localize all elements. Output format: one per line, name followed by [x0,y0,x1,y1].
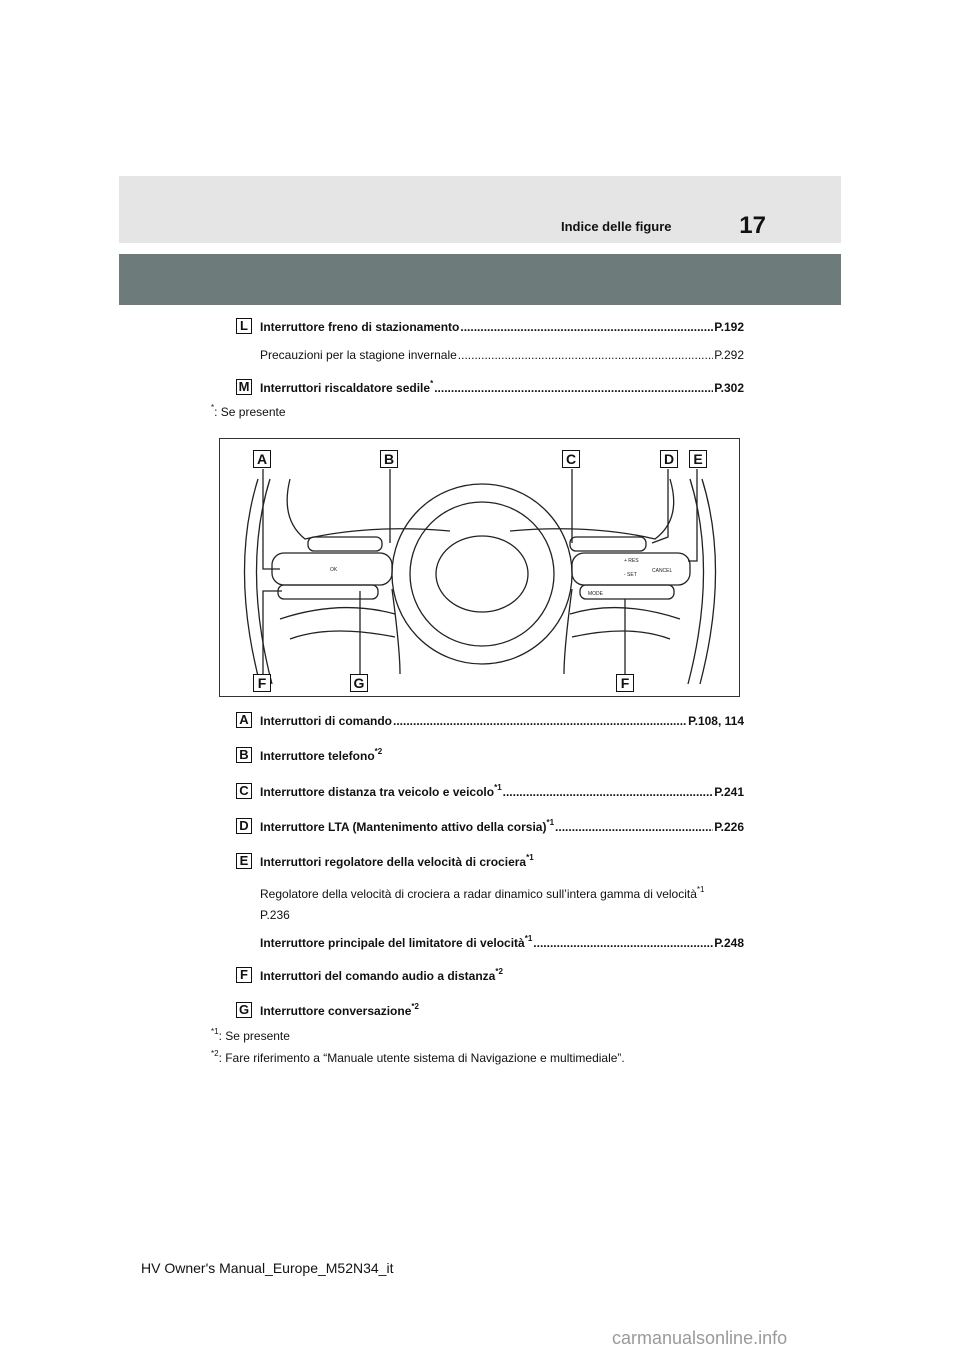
entry-label: Interruttore freno di stazionamento [260,320,460,334]
entry-page-ref[interactable]: P.292 [714,348,744,362]
entry-page-ref[interactable]: P.302 [714,381,744,395]
entry-label: Interruttori regolatore della velocità di crociera [260,855,527,869]
footnote-1 [211,1029,290,1043]
note-optional [211,405,286,419]
entry-letter-badge: E [236,853,252,869]
button-mode-text: MODE [588,591,603,597]
footnote-mark: *2 [374,747,383,756]
sub-entry-radar-cruise [260,887,704,901]
figure-label-a: A [253,450,271,468]
entry-g [236,1002,720,1020]
entry-letter-badge: A [236,712,252,728]
figure-label-d: D [660,450,678,468]
page-number: 17 [739,212,766,239]
steering-wheel-drawing [220,439,739,696]
footnote-mark: *1 [546,818,555,827]
entry-label: Interruttore conversazione [260,1004,412,1018]
header-dark-bar [119,254,841,305]
entry-e [236,853,720,871]
sub-entry-speed-limiter [236,934,744,952]
manual-name-footer: HV Owner's Manual_Europe_M52N34_it [141,1260,394,1276]
figure-label-g: G [350,674,368,692]
figure-label-f-left: F [253,674,271,692]
entry-letter-badge: C [236,783,252,799]
entry-label: Interruttore telefono [260,749,375,763]
footnote-text: : Se presente [218,1029,290,1043]
footnote-mark: * [430,379,434,388]
entry-label: Precauzioni per la stagione invernale [260,348,457,362]
footnote-mark: *2 [495,967,503,976]
entry-page-ref[interactable]: P.108, 114 [688,714,744,728]
figure-label-e: E [689,450,707,468]
entry-label: Interruttore LTA (Mantenimento attivo della corsia) [260,820,547,834]
entry-label: Interruttori di comando [260,714,392,728]
entry-letter-badge: B [236,747,252,763]
button-ok-text: OK [330,567,338,573]
sub-entry-radar-cruise-page[interactable]: P.236 [260,908,290,922]
section-title: Indice delle figure [561,219,672,234]
header-top-band [119,176,841,243]
footnote-mark: *1 [524,934,533,943]
entry-c [236,783,744,801]
footnote-mark: *1 [211,1027,219,1036]
steering-wheel-figure [219,438,740,697]
entry-letter-badge: M [236,379,252,395]
footnote-mark: *1 [526,853,534,862]
button-cancel-text: CANCEL [652,568,673,574]
sub-entry-label: Regolatore della velocità di crociera a radar dinamico sull’intera gamma di velocità [260,887,697,901]
entry-letter-badge: G [236,1002,252,1018]
footnote-mark: *1 [696,885,705,894]
entry-b [236,747,720,765]
entry-page-ref[interactable]: P.248 [714,936,744,950]
figure-label-f-right: F [616,674,634,692]
watermark: carmanualsonline.info [612,1328,788,1348]
entry-a [236,712,744,730]
entry-l [236,318,744,336]
entry-letter-badge: L [236,318,252,334]
button-set-text: - SET [624,572,637,578]
footnote-mark: *2 [411,1002,419,1011]
footnote-text: : Se presente [214,405,286,419]
entry-letter-badge: F [236,967,252,983]
footnote-2 [211,1051,625,1065]
sub-entry-label: Interruttore principale del limitatore di velocità [260,936,525,950]
entry-label: Interruttori riscaldatore sedile [260,381,431,395]
entry-label: Interruttore distanza tra veicolo e veicolo [260,785,495,799]
footnote-text: : Fare riferimento a “Manuale utente sistema di Navigazione e multimediale”. [218,1051,625,1065]
footnote-mark: *1 [494,783,502,792]
entry-letter-badge: D [236,818,252,834]
footnote-mark: * [211,403,215,412]
entry-label: Interruttori del comando audio a distanza [260,969,496,983]
entry-m [236,379,744,397]
figure-label-c: C [562,450,580,468]
figure-label-b: B [380,450,398,468]
entry-f [236,967,720,985]
entry-page-ref[interactable]: P.226 [714,820,744,834]
entry-page-ref[interactable]: P.192 [714,320,744,334]
entry-d [236,818,744,836]
footnote-mark: *2 [211,1049,219,1058]
entry-winter-precautions [236,346,744,364]
entry-page-ref[interactable]: P.241 [714,785,744,799]
button-res-text: + RES [624,558,639,564]
